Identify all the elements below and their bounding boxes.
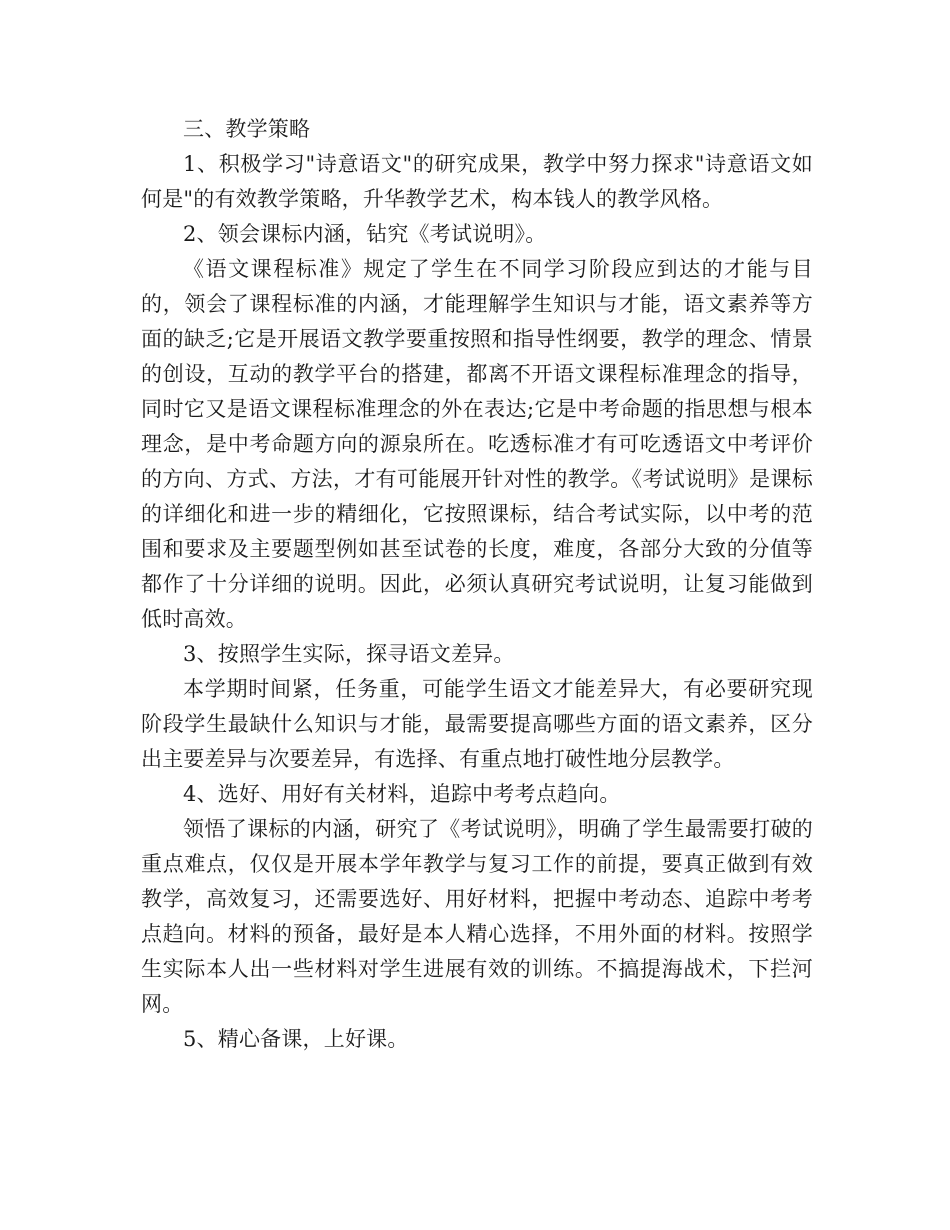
paragraph-item-5: 5、精心备课，上好课。	[183, 1027, 409, 1051]
section-heading: 三、教学策略	[183, 117, 311, 141]
paragraph-item-1: 1、积极学习"诗意语文"的研究成果，教学中努力探求"诗意语文如何是"的有效教学策略，升华教学艺术，构本钱人的教学风格。	[141, 152, 813, 211]
paragraph-item-3: 3、按照学生实际，探寻语文差异。	[183, 642, 515, 666]
document-page	[141, 112, 813, 1057]
paragraph-body-3: 领悟了课标的内涵，研究了《考试说明》，明确了学生最需要打破的重点难点，仅仅是开展本学年教学与复习工作的前提，要真正做到有效教学，高效复习，还需要选好、用好材料，把握中考动态、追踪中考考点趋向。材料的预备，最好是本人精心选择，不用外面的材料。按照学生实际本人出一些材料对学生进展有效的训练。不搞提海战术，下拦河网。	[141, 817, 813, 1016]
paragraph-body-2: 本学期时间紧，任务重，可能学生语文才能差异大，有必要研究现阶段学生最缺什么知识与才能，最需要提高哪些方面的语文素养，区分出主要差异与次要差异，有选择、有重点地打破性地分层教学。	[141, 677, 813, 771]
paragraph-item-4: 4、选好、用好有关材料，追踪中考考点趋向。	[183, 782, 621, 806]
paragraph-body-1: 《语文课程标准》规定了学生在不同学习阶段应到达的才能与目的，领会了课程标准的内涵，才能理解学生知识与才能，语文素养等方面的缺乏;它是开展语文教学要重按照和指导性纲要，教学的理念、情景的创设，互动的教学平台的搭建，都离不开语文课程标准理念的指导，同时它又是语文课程标准理念的外在表达;它是中考命题的指思想与根本理念，是中考命题方向的源泉所在。吃透标准才有可吃透语文中考评价的方向、方式、方法，才有可能展开针对性的教学。《考试说明》是课标的详细化和进一步的精细化，它按照课标，结合考试实际，以中考的范围和要求及主要题型例如甚至试卷的长度，难度，各部分大致的分值等都作了十分详细的说明。因此，必须认真研究考试说明，让复习能做到低时高效。	[141, 257, 813, 631]
paragraph-item-2: 2、领会课标内涵，钻究《考试说明》。	[183, 222, 547, 246]
